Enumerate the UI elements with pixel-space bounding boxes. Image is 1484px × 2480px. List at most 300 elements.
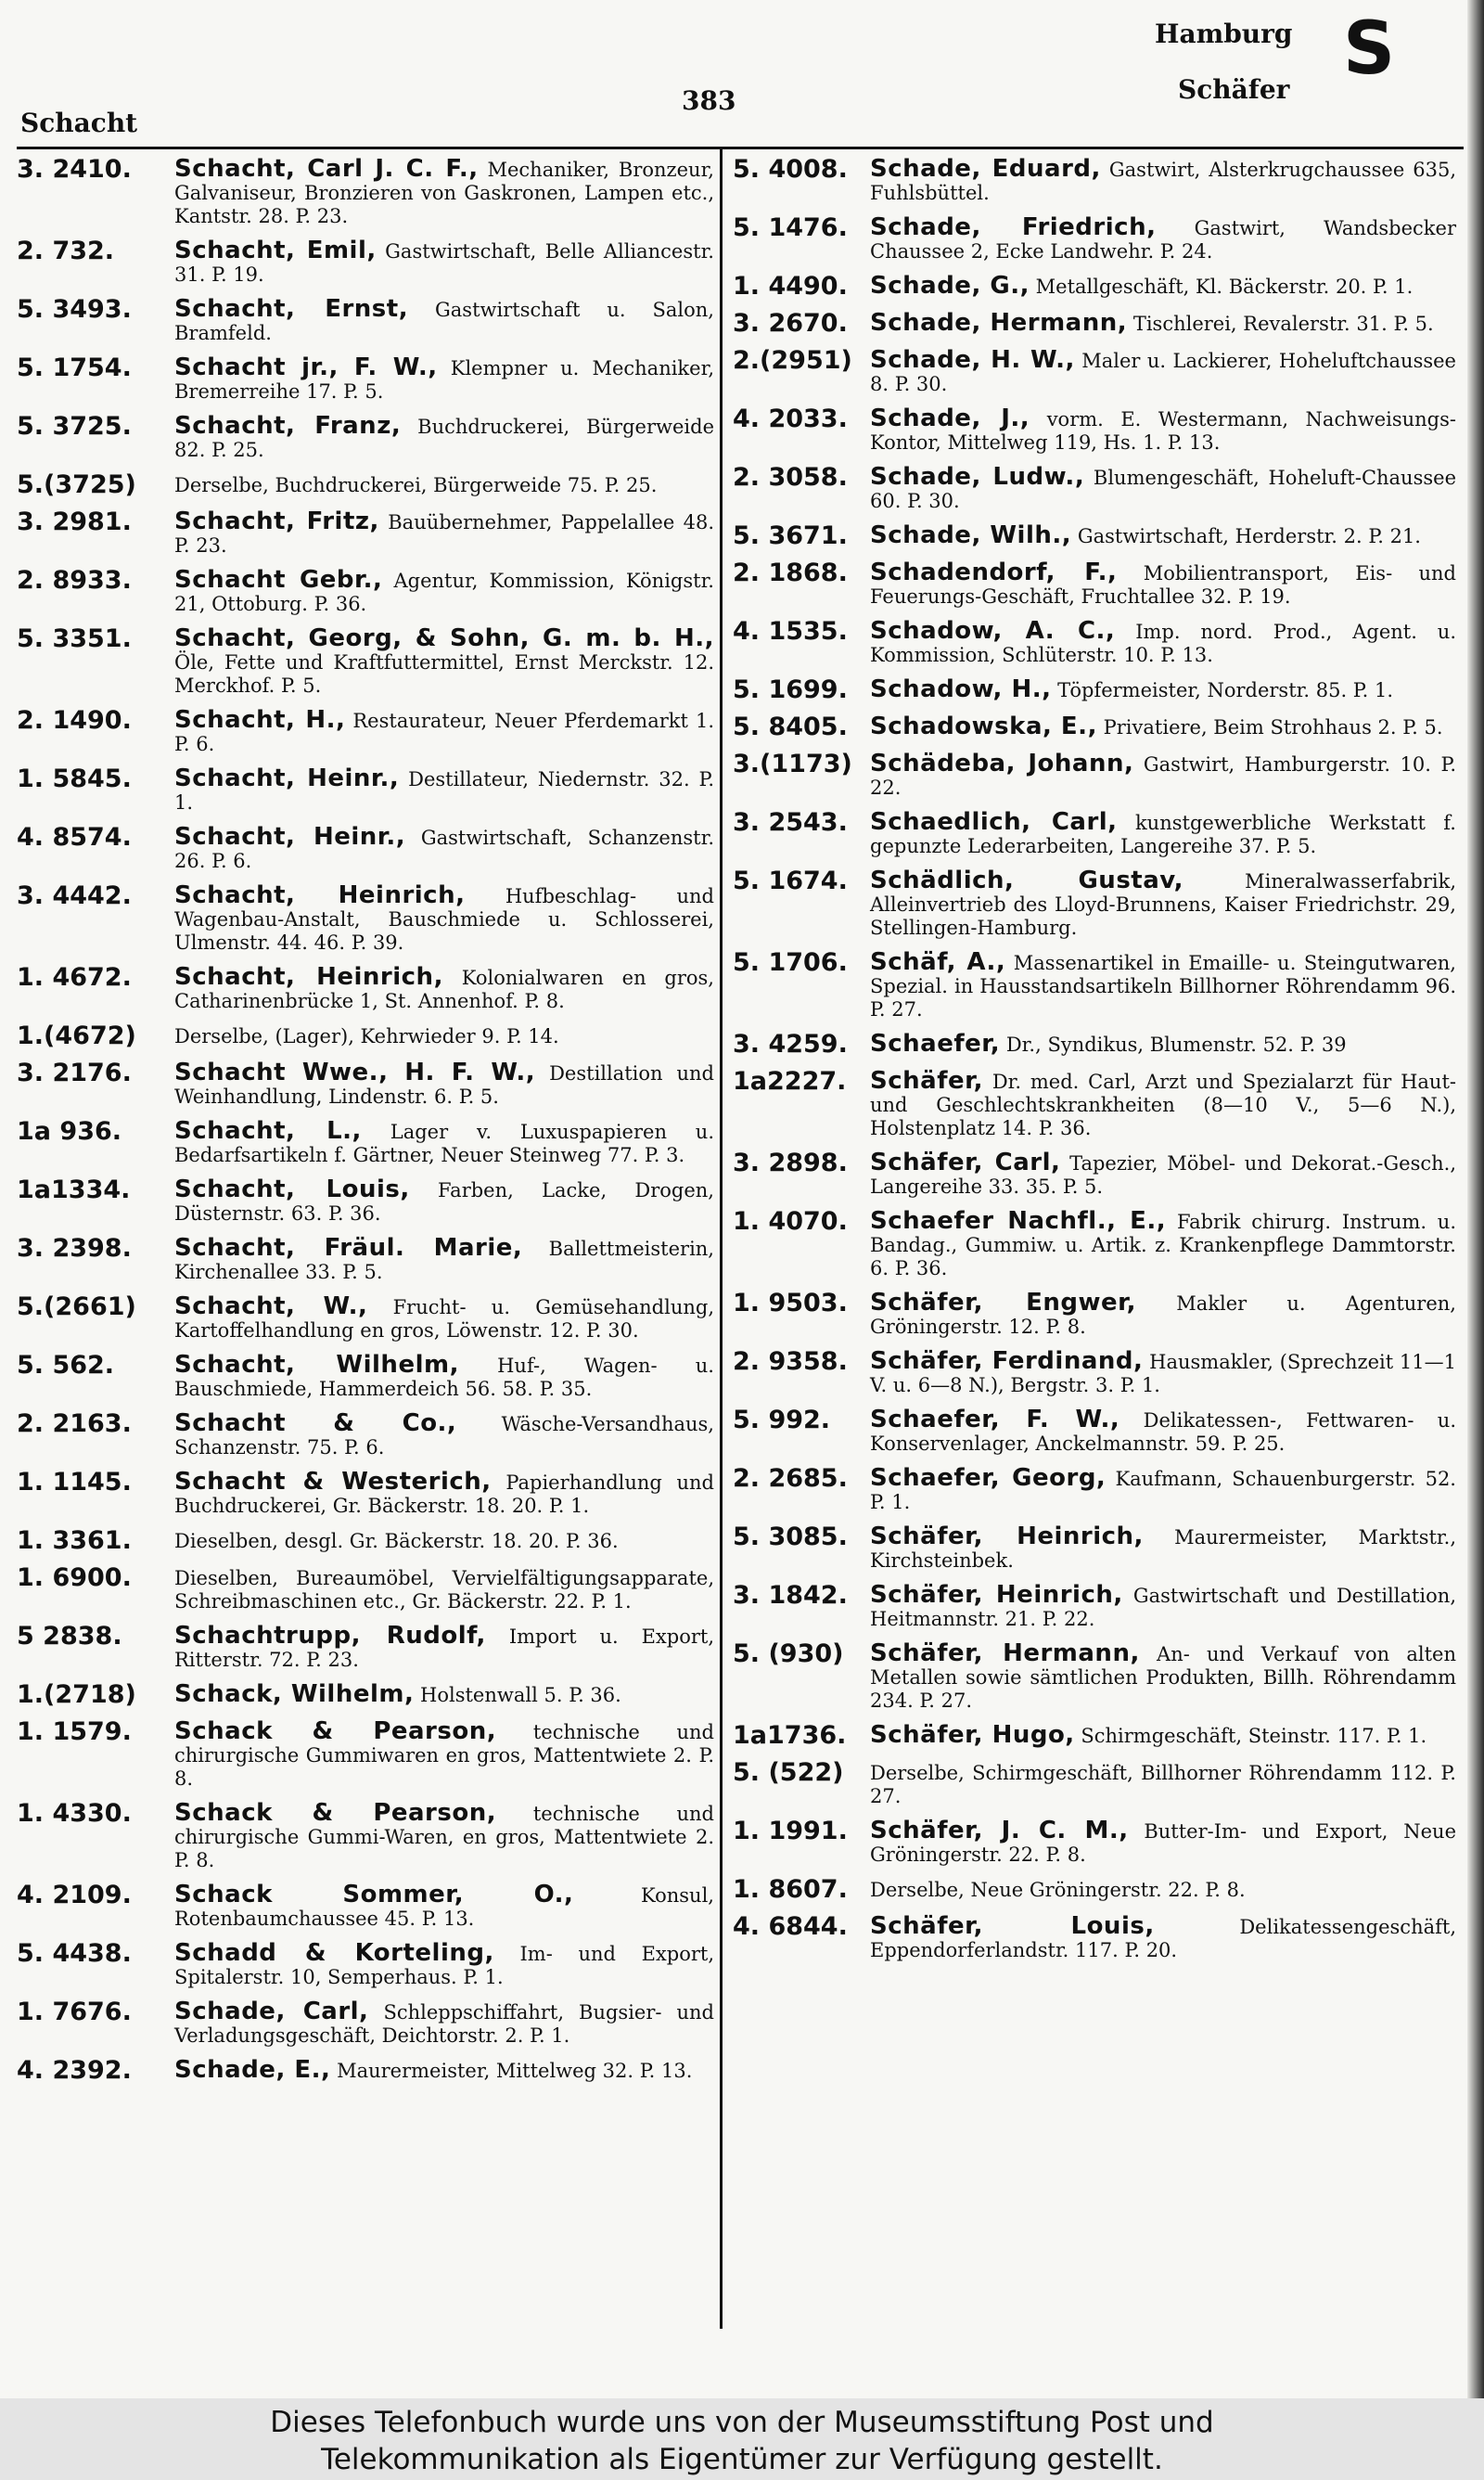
phone-number: 2. 9358. bbox=[733, 1347, 848, 1376]
subscriber-details: Imp. nord. Prod., Agent. u. Kommission, Schlüterstr. 10. P. 13. bbox=[870, 621, 1456, 666]
directory-entry bbox=[17, 964, 714, 1013]
subscriber-details: Gastwirt, Alsterkrugchaussee 635, Fuhlsbüttel. bbox=[870, 159, 1456, 204]
phone-number: 4. 8574. bbox=[17, 823, 132, 852]
entry-text bbox=[174, 1469, 714, 1518]
entry-text bbox=[174, 1410, 714, 1459]
subscriber-details: Fabrik chirurg. Instrum. u. Bandag., Gummiw. u. Artik. z. Krankenpflege Dammtorstr. 6. P. 36. bbox=[870, 1211, 1456, 1279]
subscriber-name: Schäfer, J. C. M., bbox=[870, 1817, 1129, 1844]
directory-entry bbox=[17, 156, 714, 228]
phone-number: 2. 2685. bbox=[733, 1464, 848, 1493]
phone-number: 5. 3725. bbox=[17, 412, 132, 441]
entry-text bbox=[870, 1068, 1456, 1140]
subscriber-name: Schack & Pearson, bbox=[174, 1717, 497, 1745]
entry-text bbox=[870, 156, 1456, 205]
entry-text bbox=[174, 1623, 714, 1672]
directory-entry bbox=[733, 1407, 1456, 1456]
phone-number: 1. 1579. bbox=[17, 1717, 132, 1746]
subscriber-details: Konsul, Rotenbaumchaussee 45. P. 13. bbox=[174, 1884, 714, 1930]
directory-entry bbox=[733, 310, 1456, 338]
subscriber-name: Schacht jr., F. W., bbox=[174, 353, 438, 381]
directory-entry bbox=[733, 1348, 1456, 1397]
subscriber-details: Hufbeschlag- und Wagenbau-Anstalt, Bauschmiede u. Schlosserei, Ulmenstr. 44. 46. P. 39. bbox=[174, 885, 714, 954]
directory-entry bbox=[733, 214, 1456, 263]
subscriber-details: kunstgewerbliche Werkstatt f. gepunzte Lederarbeiten, Langereihe 37. P. 5. bbox=[870, 812, 1456, 857]
directory-entry bbox=[17, 413, 714, 462]
subscriber-details: Maurermeister, Mittelweg 32. P. 13. bbox=[337, 2060, 693, 2082]
subscriber-details: Dieselben, Bureaumöbel, Vervielfältigungsapparate, Schreibmaschinen etc., Gr. Bäckerstr. 22. P. 1. bbox=[174, 1567, 714, 1613]
entry-text bbox=[174, 1352, 714, 1401]
entry-text bbox=[174, 156, 714, 228]
entry-text bbox=[870, 809, 1456, 858]
entry-text bbox=[174, 625, 714, 698]
subscriber-details: Derselbe, Buchdruckerei, Bürgerweide 75. P. 25. bbox=[174, 474, 658, 496]
directory-entry bbox=[17, 1800, 714, 1872]
subscriber-name: Schadendorf, F., bbox=[870, 559, 1118, 586]
subscriber-details: Öle, Fette und Kraftfuttermittel, Ernst Merckstr. 12. Merckhof. P. 5. bbox=[174, 651, 714, 697]
subscriber-details: Maurermeister, Marktstr., Kirchsteinbek. bbox=[870, 1526, 1456, 1572]
directory-entry bbox=[17, 882, 714, 955]
entry-text bbox=[174, 1176, 714, 1226]
phone-number: 3. 2898. bbox=[733, 1149, 848, 1177]
phone-number: 5. 1706. bbox=[733, 948, 848, 977]
entry-text bbox=[174, 765, 714, 815]
entry-text bbox=[174, 1527, 714, 1553]
subscriber-details: Ballettmeisterin, Kirchenallee 33. P. 5. bbox=[174, 1238, 714, 1283]
subscriber-details: Delikatessen-, Fettwaren- u. Konservenlager, Anckelmannstr. 59. P. 25. bbox=[870, 1409, 1456, 1455]
subscriber-name: Schacht, Ernst, bbox=[174, 295, 409, 323]
directory-entry bbox=[17, 1469, 714, 1518]
subscriber-details: Buchdruckerei, Bürgerweide 82. P. 25. bbox=[174, 416, 714, 461]
entry-text bbox=[870, 347, 1456, 396]
footer-line-1: Dieses Telefonbuch wurde uns von der Museumsstiftung Post und bbox=[270, 2406, 1214, 2439]
phone-number: 5. 562. bbox=[17, 1351, 115, 1380]
phone-number: 2. 1490. bbox=[17, 706, 132, 735]
phone-number: 5.(2661) bbox=[17, 1292, 136, 1321]
directory-entry bbox=[17, 354, 714, 404]
phone-number: 1. 4070. bbox=[733, 1207, 848, 1236]
subscriber-name: Schäfer, Carl, bbox=[870, 1149, 1061, 1176]
subscriber-details: Metallgeschäft, Kl. Bäckerstr. 20. P. 1. bbox=[1035, 276, 1414, 298]
phone-number: 5. 3351. bbox=[17, 624, 132, 653]
entry-text bbox=[174, 1022, 714, 1048]
directory-entry bbox=[17, 765, 714, 815]
subscriber-details: Gastwirt, Wandsbecker Chaussee 2, Ecke Landwehr. P. 24. bbox=[870, 217, 1456, 263]
entry-text bbox=[174, 296, 714, 345]
entry-text bbox=[174, 2057, 714, 2083]
subscriber-name: Schadow, H., bbox=[870, 675, 1052, 703]
subscriber-details: Schleppschiffahrt, Bugsier- und Verladungsgeschäft, Deichtorstr. 2. P. 1. bbox=[174, 2001, 714, 2047]
subscriber-details: Restaurateur, Neuer Pferdemarkt 1. P. 6. bbox=[174, 710, 714, 755]
subscriber-details: Delikatessengeschäft, Eppendorferlandstr. 117. P. 20. bbox=[870, 1916, 1456, 1961]
subscriber-name: Schade, G., bbox=[870, 272, 1030, 300]
phone-number: 4. 2392. bbox=[17, 2056, 132, 2085]
directory-entry bbox=[733, 1876, 1456, 1904]
phone-number: 2. 1868. bbox=[733, 559, 848, 587]
phone-number: 1. 4330. bbox=[17, 1799, 132, 1828]
phone-number: 1. 9503. bbox=[733, 1289, 848, 1317]
header-rule bbox=[17, 147, 1464, 149]
subscriber-name: Schachtrupp, Rudolf, bbox=[174, 1622, 486, 1650]
entry-text bbox=[870, 1640, 1456, 1713]
subscriber-name: Schade, Carl, bbox=[174, 1998, 369, 2025]
subscriber-details: Gastwirtschaft und Destillation, Heitmannstr. 21. P. 22. bbox=[870, 1585, 1456, 1630]
subscriber-name: Schacht, Emil, bbox=[174, 237, 377, 264]
phone-number: 1. 5845. bbox=[17, 765, 132, 793]
left-column bbox=[17, 156, 714, 2094]
phone-number: 1. 3361. bbox=[17, 1526, 132, 1555]
directory-entry bbox=[17, 1681, 714, 1709]
running-head-right: Schäfer bbox=[1178, 74, 1290, 105]
subscriber-details: Mineralwasserfabrik, Alleinvertrieb des Lloyd-Brunnens, Kaiser Friedrichstr. 29, Stellingen-Hamburg. bbox=[870, 870, 1456, 939]
phone-number: 1. 1145. bbox=[17, 1468, 132, 1497]
directory-entry bbox=[17, 1293, 714, 1343]
phone-number: 1. 4672. bbox=[17, 963, 132, 992]
subscriber-details: Klempner u. Mechaniker, Bremerreihe 17. P. 5. bbox=[174, 357, 714, 403]
subscriber-details: Gastwirtschaft, Schanzenstr. 26. P. 6. bbox=[174, 827, 714, 872]
directory-entry bbox=[733, 867, 1456, 940]
subscriber-name: Schacht, Heinr., bbox=[174, 823, 406, 851]
subscriber-details: Im- und Export, Spitalerstr. 10, Semperhaus. P. 1. bbox=[174, 1943, 714, 1988]
subscriber-details: Gastwirt, Hamburgerstr. 10. P. 22. bbox=[870, 753, 1456, 799]
phone-number: 4. 2109. bbox=[17, 1881, 132, 1909]
subscriber-details: Tapezier, Möbel- und Dekorat.-Gesch., Langereihe 33. 35. P. 5. bbox=[870, 1152, 1456, 1198]
phone-number: 3. 1842. bbox=[733, 1581, 848, 1610]
subscriber-name: Schäfer, Engwer, bbox=[870, 1289, 1137, 1317]
subscriber-details: Dr. med. Carl, Arzt und Spezialarzt für Haut- und Geschlechtskrankheiten (8—10 V., 5—6 N.), Holstenplatz 14. P. 36. bbox=[870, 1071, 1456, 1139]
subscriber-details: Mechaniker, Bronzeur, Galvaniseur, Bronzieren von Gaskronen, Lampen etc., Kantstr. 28. P. 23. bbox=[174, 159, 714, 227]
directory-entry bbox=[733, 676, 1456, 704]
subscriber-name: Schacht Gebr., bbox=[174, 566, 383, 594]
entry-text bbox=[870, 867, 1456, 940]
subscriber-name: Schacht Wwe., H. F. W., bbox=[174, 1059, 536, 1086]
subscriber-details: Farben, Lacke, Drogen, Düsternstr. 63. P. 36. bbox=[174, 1179, 714, 1225]
subscriber-name: Schäfer, Ferdinand, bbox=[870, 1347, 1144, 1375]
subscriber-details: Derselbe, Neue Gröningerstr. 22. P. 8. bbox=[870, 1879, 1246, 1901]
directory-entry bbox=[733, 273, 1456, 301]
subscriber-details: Kolonialwaren en gros, Catharinenbrücke 1, St. Annenhof. P. 8. bbox=[174, 967, 714, 1012]
phone-number: 5. 1674. bbox=[733, 867, 848, 895]
directory-entry bbox=[17, 508, 714, 558]
phone-number: 3. 4259. bbox=[733, 1030, 848, 1059]
directory-entry bbox=[733, 1640, 1456, 1713]
phone-number: 2.(2951) bbox=[733, 346, 852, 375]
entry-text bbox=[870, 214, 1456, 263]
section-letter: S bbox=[1343, 7, 1396, 91]
directory-entry bbox=[733, 809, 1456, 858]
directory-entry bbox=[733, 1068, 1456, 1140]
directory-entry bbox=[17, 1564, 714, 1613]
entry-text bbox=[174, 471, 714, 497]
phone-number: 5. (930) bbox=[733, 1639, 844, 1668]
phone-number: 3. 2410. bbox=[17, 155, 132, 184]
directory-entry bbox=[17, 238, 714, 287]
directory-entry bbox=[17, 1235, 714, 1284]
subscriber-name: Schacht, W., bbox=[174, 1292, 368, 1320]
subscriber-details: Frucht- u. Gemüsehandlung, Kartoffelhandlung en gros, Löwenstr. 12. P. 30. bbox=[174, 1296, 714, 1342]
phone-number: 5. 1699. bbox=[733, 675, 848, 704]
subscriber-details: Gastwirtschaft u. Salon, Bramfeld. bbox=[174, 299, 714, 344]
phone-number: 1. 8607. bbox=[733, 1875, 848, 1904]
subscriber-name: Schäfer, Heinrich, bbox=[870, 1523, 1144, 1550]
entry-text bbox=[174, 1293, 714, 1343]
subscriber-name: Schaefer, Georg, bbox=[870, 1464, 1107, 1492]
phone-number: 2. 2163. bbox=[17, 1409, 132, 1438]
directory-entry bbox=[17, 296, 714, 345]
subscriber-details: Massenartikel in Emaille- u. Steingutwaren, Spezial. in Hausstandsartikeln Billhorner Röhrendamm 96. P. 27. bbox=[870, 952, 1456, 1021]
directory-entry bbox=[17, 707, 714, 756]
subscriber-details: Huf-, Wagen- u. Bauschmiede, Hammerdeich 56. 58. P. 35. bbox=[174, 1355, 714, 1400]
phone-number: 1a1736. bbox=[733, 1721, 847, 1750]
entry-text bbox=[870, 1150, 1456, 1199]
subscriber-name: Schacht, Fräul. Marie, bbox=[174, 1234, 523, 1262]
entry-text bbox=[174, 824, 714, 873]
subscriber-details: Destillation und Weinhandlung, Lindenstr. 6. P. 5. bbox=[174, 1062, 714, 1108]
entry-text bbox=[870, 1407, 1456, 1456]
subscriber-name: Schacht, Heinrich, bbox=[174, 963, 443, 991]
entry-text bbox=[174, 508, 714, 558]
phone-number: 5. 1476. bbox=[733, 213, 848, 242]
directory-entry bbox=[17, 1352, 714, 1401]
directory-entry bbox=[17, 824, 714, 873]
subscriber-name: Schacht, H., bbox=[174, 706, 346, 734]
subscriber-name: Schacht, Georg, & Sohn, G. m. b. H., bbox=[174, 624, 714, 652]
subscriber-name: Schacht, Carl J. C. F., bbox=[174, 155, 479, 183]
subscriber-details: Bauübernehmer, Pappelallee 48. P. 23. bbox=[174, 511, 714, 557]
phone-number: 5. 3671. bbox=[733, 521, 848, 550]
directory-entry bbox=[733, 1031, 1456, 1059]
entry-text bbox=[870, 1465, 1456, 1514]
subscriber-name: Schäfer, Heinrich, bbox=[870, 1581, 1123, 1609]
entry-text bbox=[174, 413, 714, 462]
entry-text bbox=[870, 1759, 1456, 1808]
phone-number: 4. 2033. bbox=[733, 405, 848, 433]
directory-entry bbox=[17, 1176, 714, 1226]
entry-text bbox=[870, 713, 1456, 739]
subscriber-name: Schade, Hermann, bbox=[870, 309, 1128, 337]
directory-entry bbox=[733, 713, 1456, 741]
phone-number: 1.(4672) bbox=[17, 1022, 136, 1050]
entry-text bbox=[870, 618, 1456, 667]
subscriber-name: Schaefer, bbox=[870, 1030, 1001, 1058]
subscriber-details: Wäsche-Versandhaus, Schanzenstr. 75. P. 6. bbox=[174, 1413, 714, 1458]
subscriber-name: Schacht & Westerich, bbox=[174, 1468, 492, 1496]
phone-number: 1a2227. bbox=[733, 1067, 847, 1096]
subscriber-name: Schade, Eduard, bbox=[870, 155, 1101, 183]
column-divider bbox=[720, 148, 723, 2329]
phone-number: 5. (522) bbox=[733, 1758, 844, 1787]
phone-number: 5. 4008. bbox=[733, 155, 848, 184]
directory-entry bbox=[17, 1882, 714, 1931]
phone-number: 1. 1991. bbox=[733, 1817, 848, 1845]
subscriber-name: Schacht & Co., bbox=[174, 1409, 457, 1437]
entry-text bbox=[174, 354, 714, 404]
directory-entry bbox=[17, 2057, 714, 2085]
phone-number: 3. 2670. bbox=[733, 309, 848, 338]
subscriber-name: Schack & Pearson, bbox=[174, 1799, 497, 1827]
subscriber-details: Derselbe, (Lager), Kehrwieder 9. P. 14. bbox=[174, 1025, 559, 1047]
page-edge bbox=[1467, 0, 1484, 2398]
directory-entry bbox=[17, 1410, 714, 1459]
directory-entry bbox=[733, 1150, 1456, 1199]
phone-number: 1a1334. bbox=[17, 1176, 131, 1204]
subscriber-name: Schäfer, Hugo, bbox=[870, 1721, 1075, 1749]
directory-entry bbox=[17, 1118, 714, 1167]
subscriber-name: Schacht, Wilhelm, bbox=[174, 1351, 459, 1379]
subscriber-name: Schäfer, Hermann, bbox=[870, 1639, 1140, 1667]
subscriber-details: Gastwirtschaft, Belle Alliancestr. 31. P. 19. bbox=[174, 240, 714, 286]
directory-entry bbox=[733, 1465, 1456, 1514]
phone-number: 3.(1173) bbox=[733, 750, 852, 778]
entry-text bbox=[870, 1876, 1456, 1902]
directory-entry bbox=[733, 1818, 1456, 1867]
phone-number: 5. 4438. bbox=[17, 1939, 132, 1968]
subscriber-name: Schack, Wilhelm, bbox=[174, 1680, 415, 1708]
subscriber-details: Schirmgeschäft, Steinstr. 117. P. 1. bbox=[1081, 1725, 1427, 1747]
entry-text bbox=[870, 559, 1456, 609]
directory-entry bbox=[17, 1940, 714, 1989]
subscriber-details: technische und chirurgische Gummi-Waren, en gros, Mattentwiete 2. P. 8. bbox=[174, 1803, 714, 1871]
phone-number: 1a 936. bbox=[17, 1117, 122, 1146]
subscriber-details: Maler u. Lackierer, Hoheluftchaussee 8. P. 30. bbox=[870, 350, 1456, 395]
subscriber-name: Schade, J., bbox=[870, 405, 1030, 432]
phone-number: 5. 3493. bbox=[17, 295, 132, 324]
phone-number: 4. 1535. bbox=[733, 617, 848, 646]
entry-text bbox=[870, 949, 1456, 1022]
entry-text bbox=[174, 882, 714, 955]
phone-number: 3. 2398. bbox=[17, 1234, 132, 1263]
entry-text bbox=[174, 707, 714, 756]
directory-entry bbox=[17, 625, 714, 698]
entry-text bbox=[870, 751, 1456, 800]
directory-entry bbox=[733, 751, 1456, 800]
entry-text bbox=[870, 1582, 1456, 1631]
entry-text bbox=[174, 1060, 714, 1109]
entry-text bbox=[174, 567, 714, 616]
subscriber-name: Schade, Friedrich, bbox=[870, 213, 1157, 241]
directory-entry bbox=[733, 347, 1456, 396]
entry-text bbox=[174, 1235, 714, 1284]
entry-text bbox=[870, 1348, 1456, 1397]
directory-entry bbox=[17, 1060, 714, 1109]
subscriber-name: Schädeba, Johann, bbox=[870, 750, 1134, 777]
subscriber-name: Schacht, Heinr., bbox=[174, 765, 400, 792]
subscriber-details: Destillateur, Niedernstr. 32. P. 1. bbox=[174, 768, 714, 814]
subscriber-name: Schädlich, Gustav, bbox=[870, 867, 1183, 894]
subscriber-name: Schade, E., bbox=[174, 2056, 331, 2084]
subscriber-name: Schacht, Louis, bbox=[174, 1176, 410, 1203]
subscriber-name: Schacht, Heinrich, bbox=[174, 881, 466, 909]
subscriber-details: Butter-Im- und Export, Neue Gröningerstr. 22. P. 8. bbox=[870, 1820, 1456, 1866]
phone-number: 4. 6844. bbox=[733, 1912, 848, 1941]
subscriber-name: Schade, Wilh., bbox=[870, 521, 1072, 549]
directory-entry bbox=[17, 1623, 714, 1672]
entry-text bbox=[870, 310, 1456, 336]
entry-text bbox=[174, 1882, 714, 1931]
directory-entry bbox=[733, 1759, 1456, 1808]
entry-text bbox=[870, 405, 1456, 455]
phone-number: 5. 992. bbox=[733, 1406, 831, 1434]
subscriber-details: Makler u. Agenturen, Gröningerstr. 12. P. 8. bbox=[870, 1292, 1456, 1338]
subscriber-name: Schäfer, Louis, bbox=[870, 1912, 1155, 1940]
subscriber-details: Holstenwall 5. P. 36. bbox=[420, 1684, 621, 1706]
subscriber-details: Blumengeschäft, Hoheluft-Chaussee 60. P. 30. bbox=[870, 467, 1456, 512]
phone-number: 5. 1754. bbox=[17, 353, 132, 382]
subscriber-name: Schacht, Fritz, bbox=[174, 508, 379, 535]
phone-number: 1.(2718) bbox=[17, 1680, 136, 1709]
subscriber-name: Schadowska, E., bbox=[870, 713, 1097, 740]
entry-text bbox=[870, 1913, 1456, 1962]
entry-text bbox=[870, 522, 1456, 548]
entry-text bbox=[174, 1800, 714, 1872]
entry-text bbox=[870, 273, 1456, 299]
subscriber-name: Schaefer Nachfl., E., bbox=[870, 1207, 1167, 1235]
entry-text bbox=[174, 1940, 714, 1989]
directory-entry bbox=[17, 1718, 714, 1791]
subscriber-details: Hausmakler, (Sprechzeit 11—1 V. u. 6—8 N.), Bergstr. 3. P. 1. bbox=[870, 1351, 1456, 1396]
subscriber-details: Mobilientransport, Eis- und Feuerungs-Geschäft, Fruchtallee 32. P. 19. bbox=[870, 562, 1456, 608]
subscriber-details: Töpfermeister, Norderstr. 85. P. 1. bbox=[1057, 679, 1394, 701]
directory-entry bbox=[733, 1208, 1456, 1280]
directory-entry bbox=[733, 1722, 1456, 1750]
phone-number: 3. 4442. bbox=[17, 881, 132, 910]
subscriber-name: Schäf, A., bbox=[870, 948, 1006, 976]
subscriber-name: Schäfer, bbox=[870, 1067, 984, 1095]
subscriber-details: Dr., Syndikus, Blumenstr. 52. P. 39 bbox=[1005, 1034, 1347, 1056]
directory-entry bbox=[17, 471, 714, 499]
subscriber-name: Schacht, L., bbox=[174, 1117, 362, 1145]
phone-number: 5. 3085. bbox=[733, 1523, 848, 1551]
running-head-left: Schacht bbox=[20, 108, 138, 138]
phone-number: 3. 2543. bbox=[733, 808, 848, 837]
subscriber-details: vorm. E. Westermann, Nachweisungs-Kontor, Mittelweg 119, Hs. 1. P. 13. bbox=[870, 408, 1456, 454]
running-head-city: Hamburg bbox=[1155, 19, 1293, 49]
subscriber-name: Schaedlich, Carl, bbox=[870, 808, 1118, 836]
subscriber-details: Kaufmann, Schauenburgerstr. 52. P. 1. bbox=[870, 1468, 1456, 1513]
directory-entry bbox=[17, 1998, 714, 2048]
subscriber-details: Import u. Export, Ritterstr. 72. P. 23. bbox=[174, 1625, 714, 1671]
entry-text bbox=[870, 464, 1456, 513]
directory-entry bbox=[733, 559, 1456, 609]
entry-text bbox=[174, 1681, 714, 1707]
entry-text bbox=[174, 1118, 714, 1167]
entry-text bbox=[870, 1523, 1456, 1573]
directory-entry bbox=[733, 522, 1456, 550]
entry-text bbox=[174, 1718, 714, 1791]
entry-text bbox=[870, 1290, 1456, 1339]
directory-entry bbox=[733, 464, 1456, 513]
directory-entry bbox=[17, 1527, 714, 1555]
directory-entry bbox=[733, 949, 1456, 1022]
subscriber-details: Dieselben, desgl. Gr. Bäckerstr. 18. 20. P. 36. bbox=[174, 1530, 619, 1552]
entry-text bbox=[870, 1208, 1456, 1280]
footer-line-2: Telekommunikation als Eigentümer zur Verfügung gestellt. bbox=[321, 2443, 1163, 2476]
subscriber-details: Agentur, Kommission, Königstr. 21, Ottoburg. P. 36. bbox=[174, 570, 714, 615]
subscriber-details: Tischlerei, Revalerstr. 31. P. 5. bbox=[1132, 313, 1434, 335]
subscriber-details: An- und Verkauf von alten Metallen sowie sämtlichen Produkten, Billh. Röhrendamm 234. P. 27. bbox=[870, 1643, 1456, 1712]
subscriber-details: Papierhandlung und Buchdruckerei, Gr. Bäckerstr. 18. 20. P. 1. bbox=[174, 1471, 714, 1517]
subscriber-details: Privatiere, Beim Strohhaus 2. P. 5. bbox=[1103, 716, 1443, 739]
subscriber-name: Schacht, Franz, bbox=[174, 412, 402, 440]
phone-number: 5 2838. bbox=[17, 1622, 122, 1651]
subscriber-name: Schade, Ludw., bbox=[870, 463, 1085, 491]
subscriber-details: Gastwirtschaft, Herderstr. 2. P. 21. bbox=[1077, 525, 1421, 547]
directory-entry bbox=[733, 1582, 1456, 1631]
footer-notice bbox=[0, 2398, 1484, 2480]
entry-text bbox=[870, 676, 1456, 702]
subscriber-details: Lager v. Luxuspapieren u. Bedarfsartikeln f. Gärtner, Neuer Steinweg 77. P. 3. bbox=[174, 1121, 714, 1166]
phone-number: 1. 4490. bbox=[733, 272, 848, 301]
phone-number: 2. 732. bbox=[17, 237, 115, 265]
